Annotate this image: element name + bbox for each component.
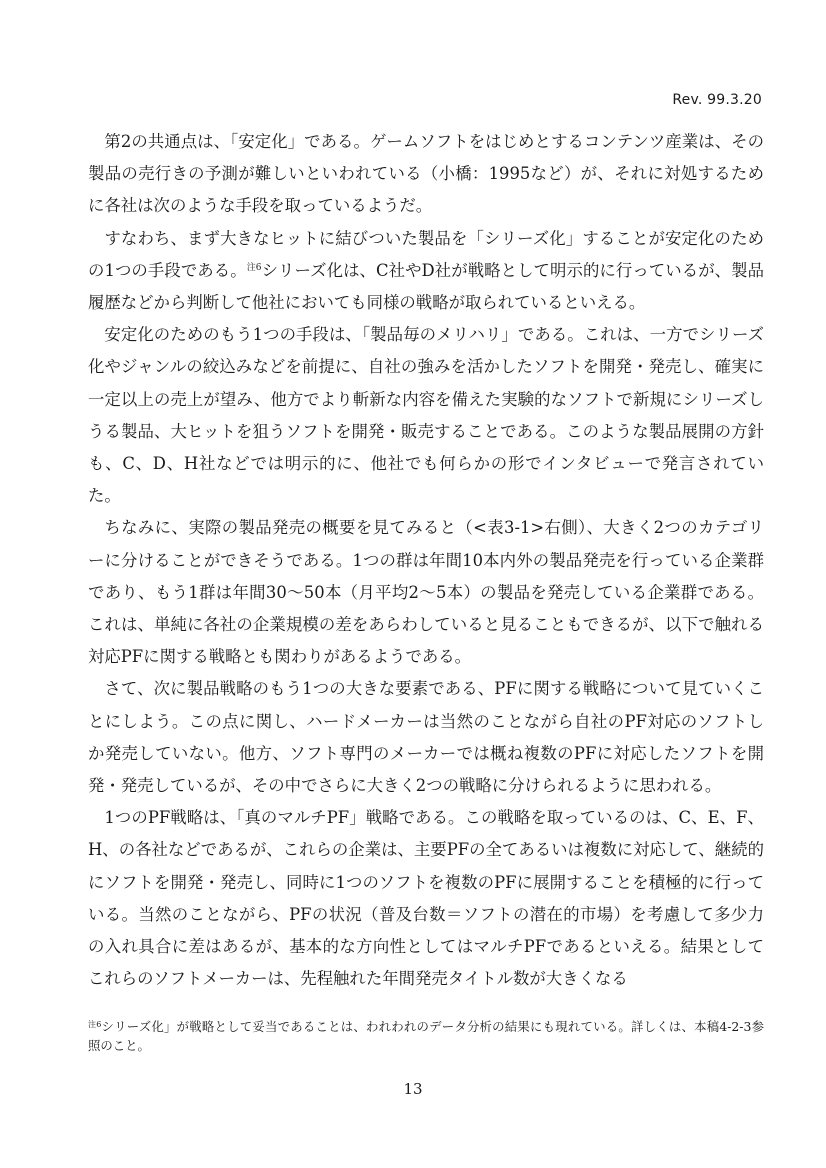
page-number: 13: [403, 1080, 423, 1098]
body-text: [88, 126, 764, 995]
footnote-text: シリーズ化」が戦略として妥当であることは、われわれのデータ分析の結果にも現れている。詳しくは、本稿4-2-3参照のこと。: [88, 1019, 765, 1053]
footnote: [88, 1017, 764, 1055]
paragraph-2: [88, 223, 764, 320]
revision-label: Rev. 99.3.20: [672, 92, 762, 108]
paragraph-2-text-b: シリーズ化は、C社やD社が戦略として明示的に行っているが、製品履歴などから判断して他社においても同様の戦略が取られているといえる。: [88, 260, 764, 313]
footnote-reference[interactable]: 注6: [246, 262, 262, 273]
paragraph-1: 第2の共通点は、「安定化」である。ゲームソフトをはじめとするコンテンツ産業は、その製品の売行きの予測が難しいといわれている（小橋：1995など）が、それに対処するために各社は次のような手段を取っているようだ。: [88, 132, 764, 216]
paragraph-4: ちなみに、実際の製品発売の概要を見てみると（<表3-1>右側）、大きく2つのカテゴリーに分けることができそうである。1つの群は年間10本内外の製品発売を行っている企業群であり、もう1群は年間30～50本（月平均2～5本）の製品を発売している企業群である。これは、単純に各社の企業規模の差をあらわしていると見ることもできるが、以下で触れる対応PFに関する戦略とも関わりがあるようである。: [88, 518, 764, 667]
paragraph-2-text-a: すなわち、まず大きなヒットに結びついた製品を「シリーズ化」することが安定化のための1つの手段である。: [88, 228, 764, 280]
footnote-marker: 注6: [88, 1020, 102, 1029]
paragraph-5: さて、次に製品戦略のもう1つの大きな要素である、PFに関する戦略について見ていくことにしよう。この点に関し、ハードメーカーは当然のことながら自社のPF対応のソフトしか発売していない。他方、ソフト専門のメーカーでは概ね複数のPFに対応したソフトを開発・発売しているが、その中でさらに大きく2つの戦略に分けられるように思われる。: [88, 679, 764, 796]
paragraph-3: 安定化のためのもう1つの手段は、「製品毎のメリハリ」である。これは、一方でシリーズ化やジャンルの絞込みなどを前提に、自社の強みを活かしたソフトを開発・発売し、確実に一定以上の売上が望み、他方でより斬新な内容を備えた実験的なソフトで新規にシリーズしうる製品、大ヒットを狙うソフトを開発・販売することである。このような製品展開の方針も、C、D、H社などでは明示的に、他社でも何らかの形でインタビューで発言されていた。: [88, 325, 764, 506]
paragraph-6: 1つのPF戦略は、「真のマルチPF」戦略である。この戦略を取っているのは、C、E、F、H、の各社などであるが、これらの企業は、主要PFの全てあるいは複数に対応して、継続的にソフトを開発・発売し、同時に1つのソフトを複数のPFに展開することを積極的に行っている。当然のことながら、PFの状況（普及台数＝ソフトの潜在的市場）を考慮して多少力の入れ具合に差はあるが、基本的な方向性としてはマルチPFであるといえる。結果としてこれらのソフトメーカーは、先程触れた年間発売タイトル数が大きくなる: [88, 808, 764, 989]
